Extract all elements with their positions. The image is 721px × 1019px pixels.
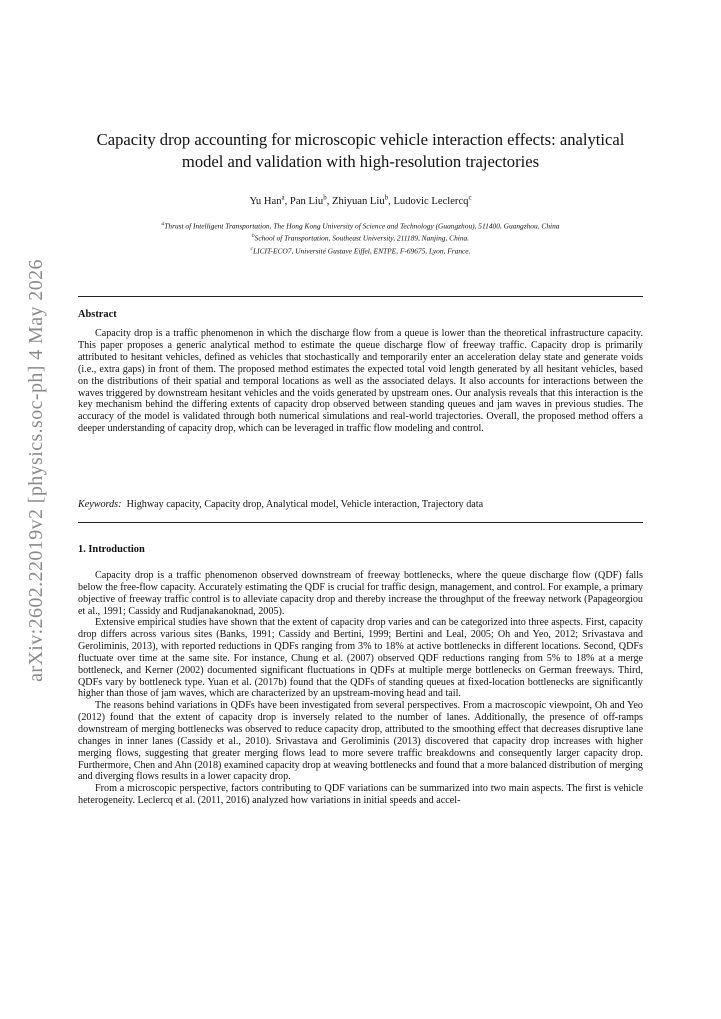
abstract-text: Capacity drop is a traffic phenomenon in which the discharge flow from a queue is lower than the theoretical infrastructure capacity. This paper proposes a generic analytical method to estimate the queue discharge flow of freeway traffic. Capacity drop is primarily attributed to hesitant vehicles, defined as vehicles that stochastically and temporarily enter an acceleration delay state and generate voids (i.e., extra gaps) in front of them. The proposed method estimates the expected total void length generated by all hesitant vehicles, based on the distributions of their spatial and temporal locations as well as the associated delays. It also accounts for interactions between the waves triggered by downstream hesitant vehicles and the voids generated by upstream ones. Our analysis reveals that this interaction is the key mechanism behind the differing extents of capacity drop observed between standing queues and jam waves in previous studies. The accuracy of the model is validated through both numerical simulations and real-world trajectories. Overall, the proposed method offers a deeper understanding of capacity drop, which can be leveraged in traffic flow modeling and control. xyxy=(78,328,643,435)
paragraph: Extensive empirical studies have shown that the extent of capacity drop varies and can be categorized into three aspects. First, capacity drop differs across various sites (Banks, 1991; Cassidy and Bertini, 1999; Bertini and Leal, 2005; Oh and Yeo, 2012; Srivastava and Geroliminis, 2013), with reported reductions in QDFs ranging from 3% to 18% at active bottlenecks in different locations. Second, QDFs fluctuate over time at the same site. For instance, Chung et al. (2007) observed QDF reductions ranging from 5% to 18% at a merge bottleneck, and Kerner (2002) documented significant fluctuations in QDFs at multiple merge bottlenecks on German freeways. Third, QDFs vary by bottleneck type. Yuan et al. (2017b) found that the QDFs of standing queues at fixed-location bottlenecks are significantly higher than those of jam waves, which are characterized by an upstream-moving head and tail. xyxy=(78,617,643,700)
arxiv-sidebar-stamp xyxy=(22,260,50,680)
affiliation: $^a$Thrust of Intelligent Transportation, The Hong Kong University of Science and Technology (Guangzhou), 511400, Guangzhou, China xyxy=(161,221,560,231)
author-list xyxy=(78,193,643,207)
paragraph: The reasons behind variations in QDFs have been investigated from several perspectives. From a macroscopic viewpoint, Oh and Yeo (2012) found that the extent of capacity drop is inversely related to the number of lanes. Additionally, the presence of off-ramps downstream of merging bottlenecks was observed to reduce capacity drop, attributed to the smoothing effect that decreases disruptive lane changes in inner lanes (Cassidy et al., 2010). Srivastava and Geroliminis (2013) discovered that capacity drop increases with higher merging flows, suggesting that greater merging flows lead to more severe traffic breakdowns and consequently larger capacity drop. Furthermore, Chen and Ahn (2018) examined capacity drop at weaving bottlenecks and found that a more balanced distribution of merging and diverging flows results in a lower capacity drop. xyxy=(78,700,643,783)
paper-title-line-1: Capacity drop accounting for microscopic vehicle interaction effects: analytical xyxy=(96,130,625,149)
author: Ludovic Leclercq$^c$ xyxy=(393,193,472,207)
arxiv-identifier: arXiv:2602.22019v2 [physics.soc-ph] 4 May 2026 xyxy=(24,258,47,682)
author: Pan Liu$^b$, xyxy=(289,193,332,207)
abstract-heading: Abstract xyxy=(78,309,117,320)
paragraph: Capacity drop is a traffic phenomenon observed downstream of freeway bottlenecks, where the queue discharge flow (QDF) falls below the free-flow capacity. Accurately estimating the QDF is crucial for traffic design, management, and control. For example, a primary objective of freeway traffic control is to alleviate capacity drop and thereby increase the throughput of the freeway network (Papageorgiou et al., 1991; Cassidy and Rudjanakanoknad, 2005). xyxy=(78,570,643,617)
affiliation-list xyxy=(78,219,643,256)
divider-rule xyxy=(78,296,643,297)
author: Zhiyuan Liu$^b$, xyxy=(331,193,394,207)
keywords-text: Highway capacity, Capacity drop, Analytical model, Vehicle interaction, Trajectory data xyxy=(126,499,484,510)
section-heading-introduction: 1. Introduction xyxy=(78,544,145,555)
divider-rule xyxy=(78,522,643,523)
affiliation: $^c$LICIT-ECO7, Université Gustave Eiffel, ENTPE, F-69675, Lyon, France. xyxy=(250,245,471,256)
paper-title-line-2: model and validation with high-resolution trajectories xyxy=(181,152,540,171)
affiliation: $^b$School of Transportation, Southeast University, 211189, Nanjing, China. xyxy=(251,233,470,243)
paper-title xyxy=(78,129,643,173)
paragraph: From a microscopic perspective, factors contributing to QDF variations can be summarized into two main aspects. The first is vehicle heterogeneity. Leclercq et al. (2011, 2016) analyzed how variations in initial speeds and accel- xyxy=(78,783,643,807)
introduction-body xyxy=(78,570,643,807)
author: Yu Han$^a$, xyxy=(249,193,290,207)
keywords-line xyxy=(78,499,643,510)
keywords-label: Keywords: xyxy=(78,499,122,510)
